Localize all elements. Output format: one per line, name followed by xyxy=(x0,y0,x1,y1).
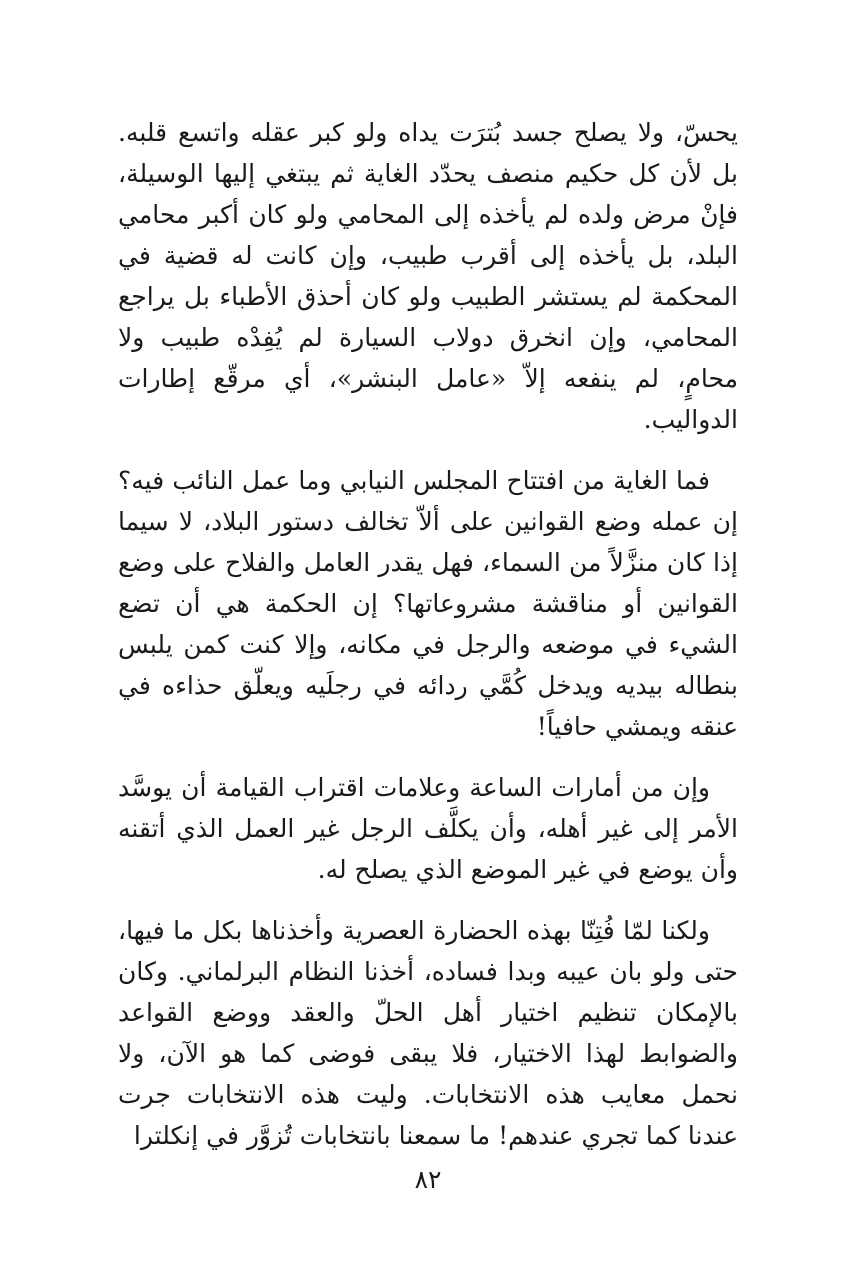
paragraph-3: وإن من أمارات الساعة وعلامات اقتراب القيامة أن يوسَّد الأمر إلى غير أهله، وأن يكلَّف الرجل غير العمل الذي أتقنه وأن يوضع في غير الموضع الذي يصلح له. xyxy=(118,773,738,884)
paragraph-4: ولكنا لمّا فُتِنّا بهذه الحضارة العصرية وأخذناها بكل ما فيها، حتى ولو بان عيبه وبدا فساده، أخذنا النظام البرلماني. وكان بالإمكان تنظيم اختيار أهل الحلّ والعقد ووضع القواعد والضوابط لهذا الاختيار، فلا يبقى فوضى كما هو الآن، ولا نحمل معايب هذه الانتخابات. وليت هذه الانتخابات جرت عندنا كما تجري عندهم! ما سمعنا بانتخابات تُزوَّر في إنكلترا xyxy=(118,916,738,1150)
paragraph-1: يحسّ، ولا يصلح جسد بُترَت يداه ولو كبر عقله واتسع قلبه. بل لأن كل حكيم منصف يحدّد الغاية ثم يبتغي إليها الوسيلة، فإنْ مرض ولده لم يأخذه إلى المحامي ولو كان أكبر محامي البلد، بل يأخذه إلى أقرب طبيب، وإن كانت له قضية في المحكمة لم يستشر الطبيب ولو كان أحذق الأطباء بل يراجع المحامي، وإن انخرق دولاب السيارة لم يُفِدْه طبيب ولا محامٍ، لم ينفعه إلاّ «عامل البنشر»، أي مرقّع إطارات الدواليب. xyxy=(118,118,738,434)
page-number: ٨٢ xyxy=(414,1165,442,1194)
paragraph-2: فما الغاية من افتتاح المجلس النيابي وما عمل النائب فيه؟ إن عمله وضع القوانين على ألاّ تخالف دستور البلاد، لا سيما إذا كان منزَّلاً من السماء، فهل يقدر العامل والفلاح على وضع القوانين أو مناقشة مشروعاتها؟ إن الحكمة هي أن تضع الشيء في موضعه والرجل في مكانه، وإلا كنت كمن يلبس بنطاله بيديه ويدخل كُمَّي ردائه في رجلَيه ويعلّق حذاءه في عنقه ويمشي حافياً! xyxy=(118,466,738,741)
body-text xyxy=(118,112,738,1176)
